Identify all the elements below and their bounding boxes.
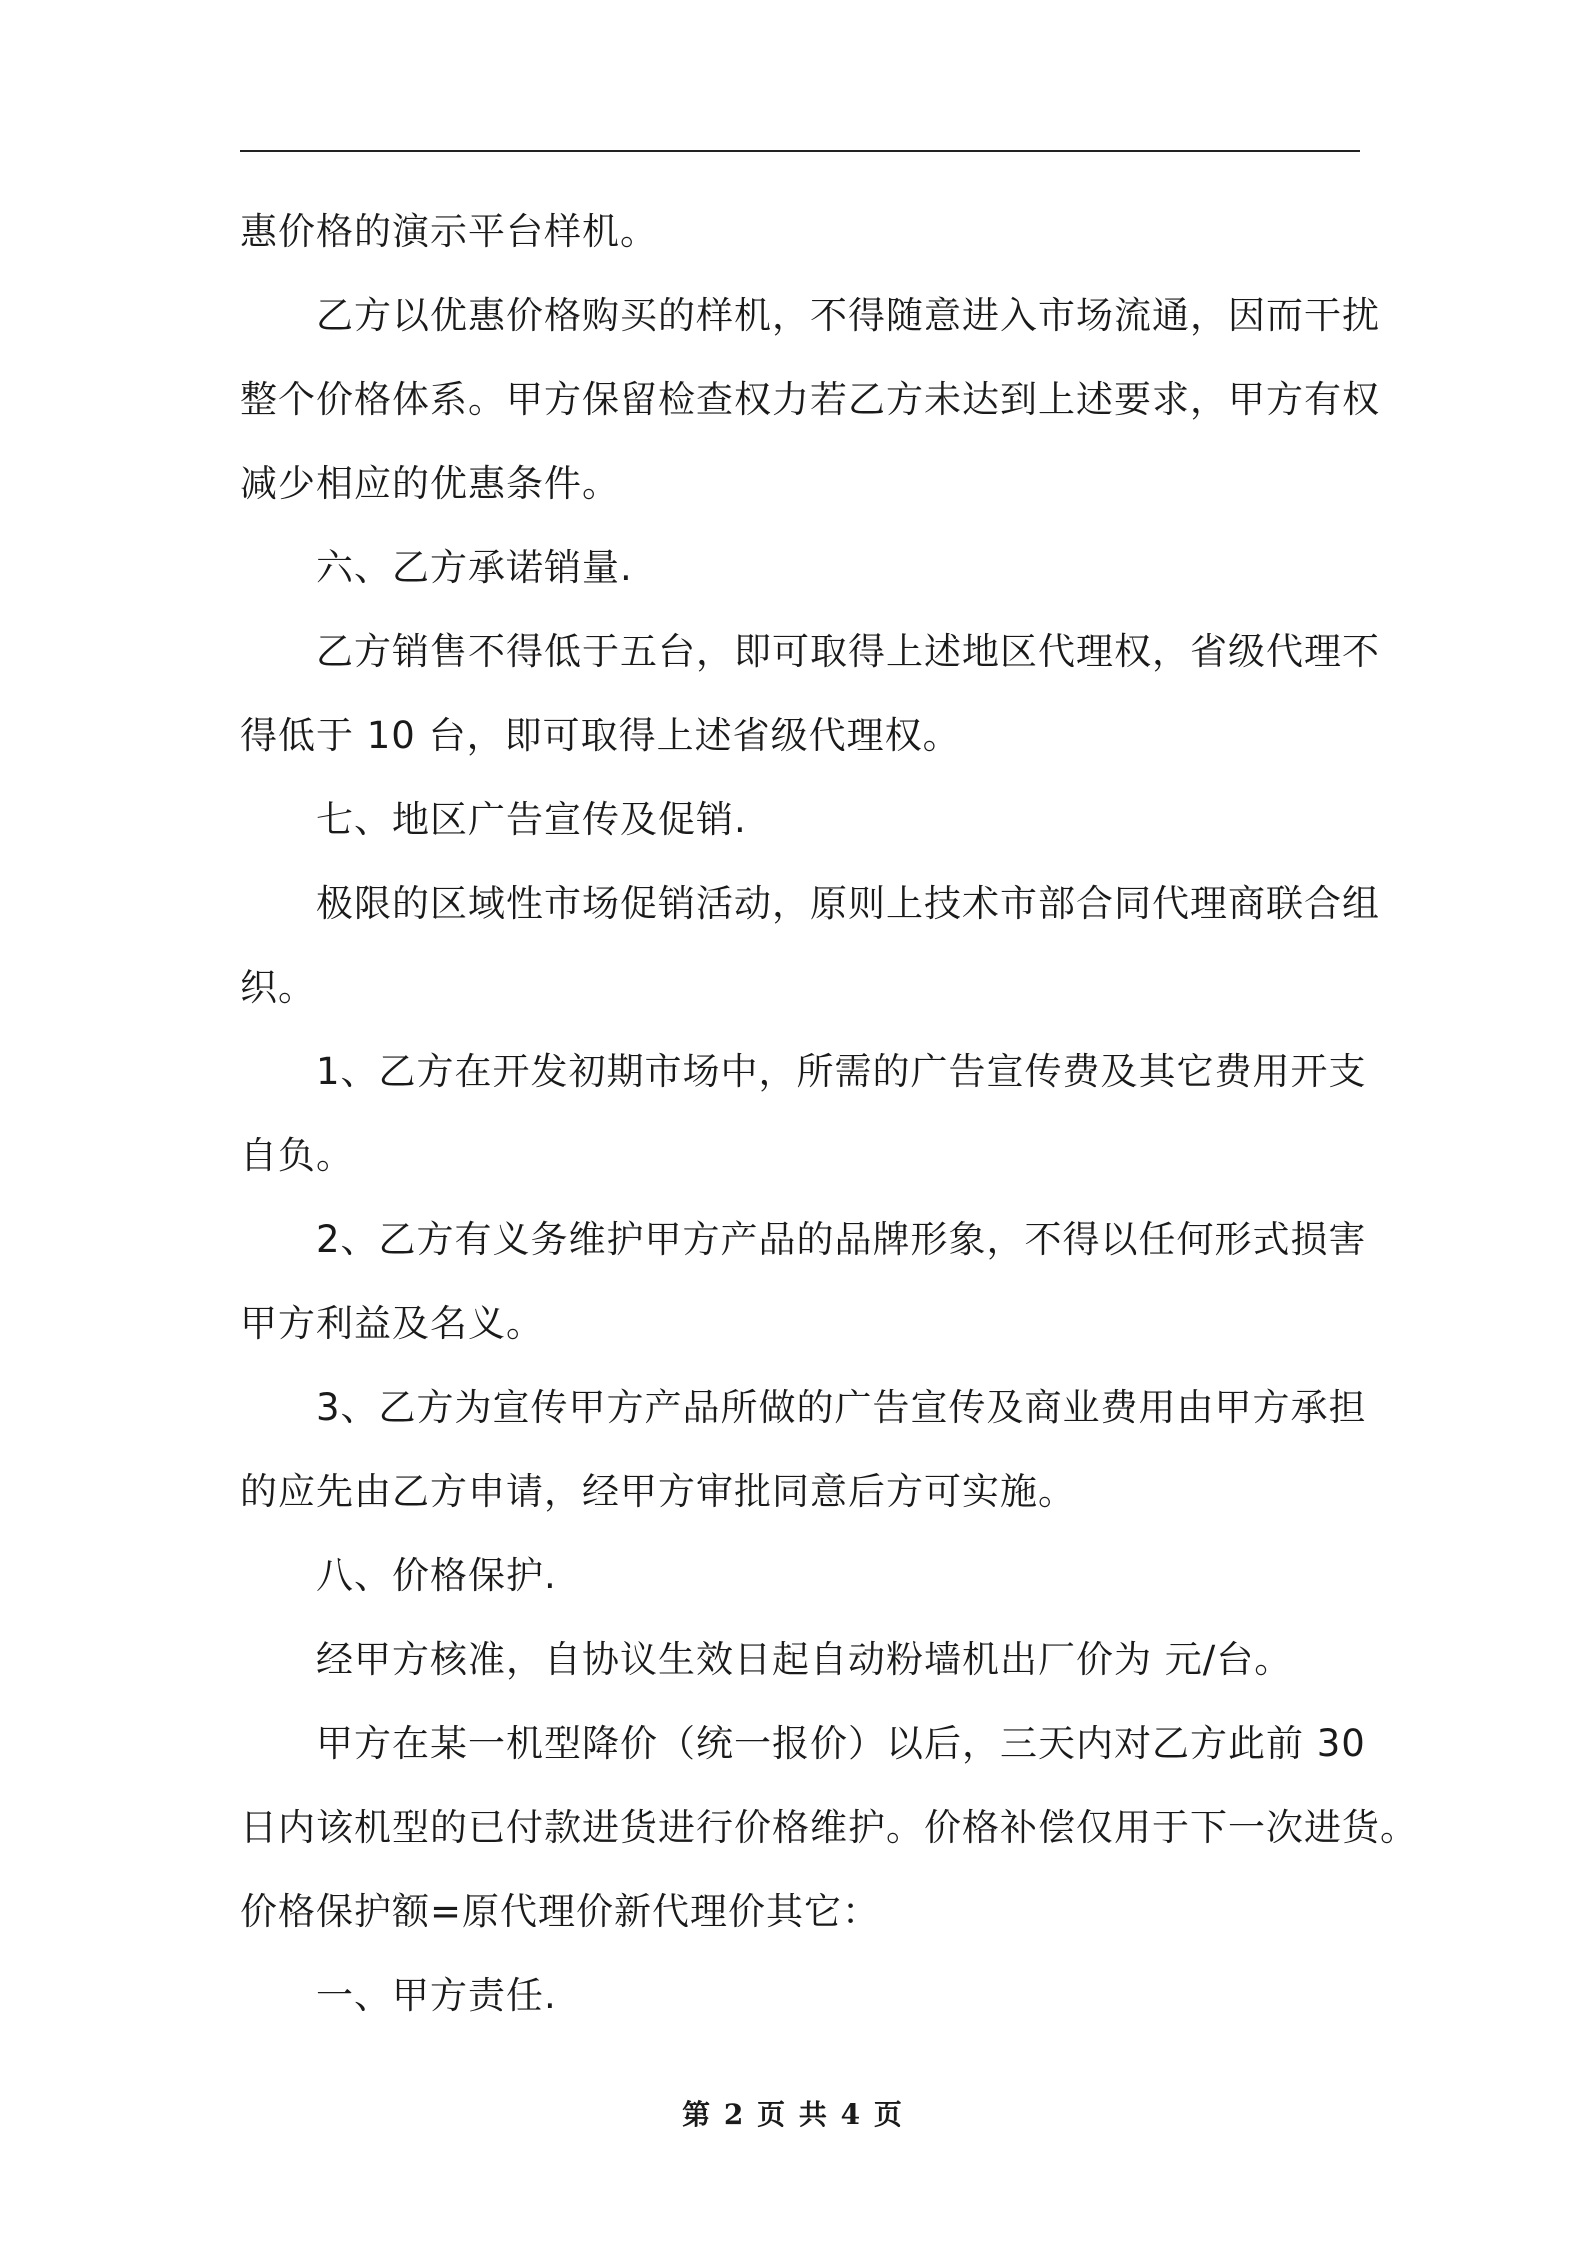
text-line: 乙方以优惠价格购买的样机，不得随意进入市场流通，因而干扰 — [316, 294, 1380, 337]
text-line: 极限的区域性市场促销活动，原则上技术市部合同代理商联合组 — [316, 882, 1380, 925]
text-line: 日内该机型的已付款进货进行价格维护。价格补偿仅用于下一次进货。 — [240, 1806, 1418, 1849]
text-line: 一、甲方责任. — [316, 1974, 557, 2017]
header-rule — [240, 150, 1360, 152]
text-line: 八、价格保护. — [316, 1554, 557, 1597]
text-line: 甲方在某一机型降价（统一报价）以后，三天内对乙方此前 30 — [316, 1722, 1366, 1765]
text-line: 的应先由乙方申请，经甲方审批同意后方可实施。 — [240, 1470, 1076, 1513]
page-number: 第 2 页 共 4 页 — [682, 2098, 904, 2131]
text-line: 自负。 — [240, 1134, 354, 1177]
text-line: 3、乙方为宣传甲方产品所做的广告宣传及商业费用由甲方承担 — [316, 1386, 1367, 1429]
text-line: 减少相应的优惠条件。 — [240, 462, 620, 505]
text-line: 六、乙方承诺销量. — [316, 546, 633, 589]
document-body — [240, 190, 1418, 2038]
text-line: 2、乙方有义务维护甲方产品的品牌形象，不得以任何形式损害 — [316, 1218, 1367, 1261]
text-line: 整个价格体系。甲方保留检查权力若乙方未达到上述要求，甲方有权 — [240, 378, 1380, 421]
text-line: 惠价格的演示平台样机。 — [240, 210, 658, 253]
text-line: 价格保护额=原代理价新代理价其它： — [240, 1890, 881, 1933]
text-line: 乙方销售不得低于五台，即可取得上述地区代理权，省级代理不 — [316, 630, 1380, 673]
text-line: 甲方利益及名义。 — [240, 1302, 544, 1345]
text-line: 织。 — [240, 966, 316, 1009]
text-line: 经甲方核准，自协议生效日起自动粉墙机出厂价为 元/台。 — [316, 1638, 1293, 1681]
text-line: 得低于 10 台，即可取得上述省级代理权。 — [240, 714, 961, 757]
text-line: 七、地区广告宣传及促销. — [316, 798, 747, 841]
text-line: 1、乙方在开发初期市场中，所需的广告宣传费及其它费用开支 — [316, 1050, 1367, 1093]
